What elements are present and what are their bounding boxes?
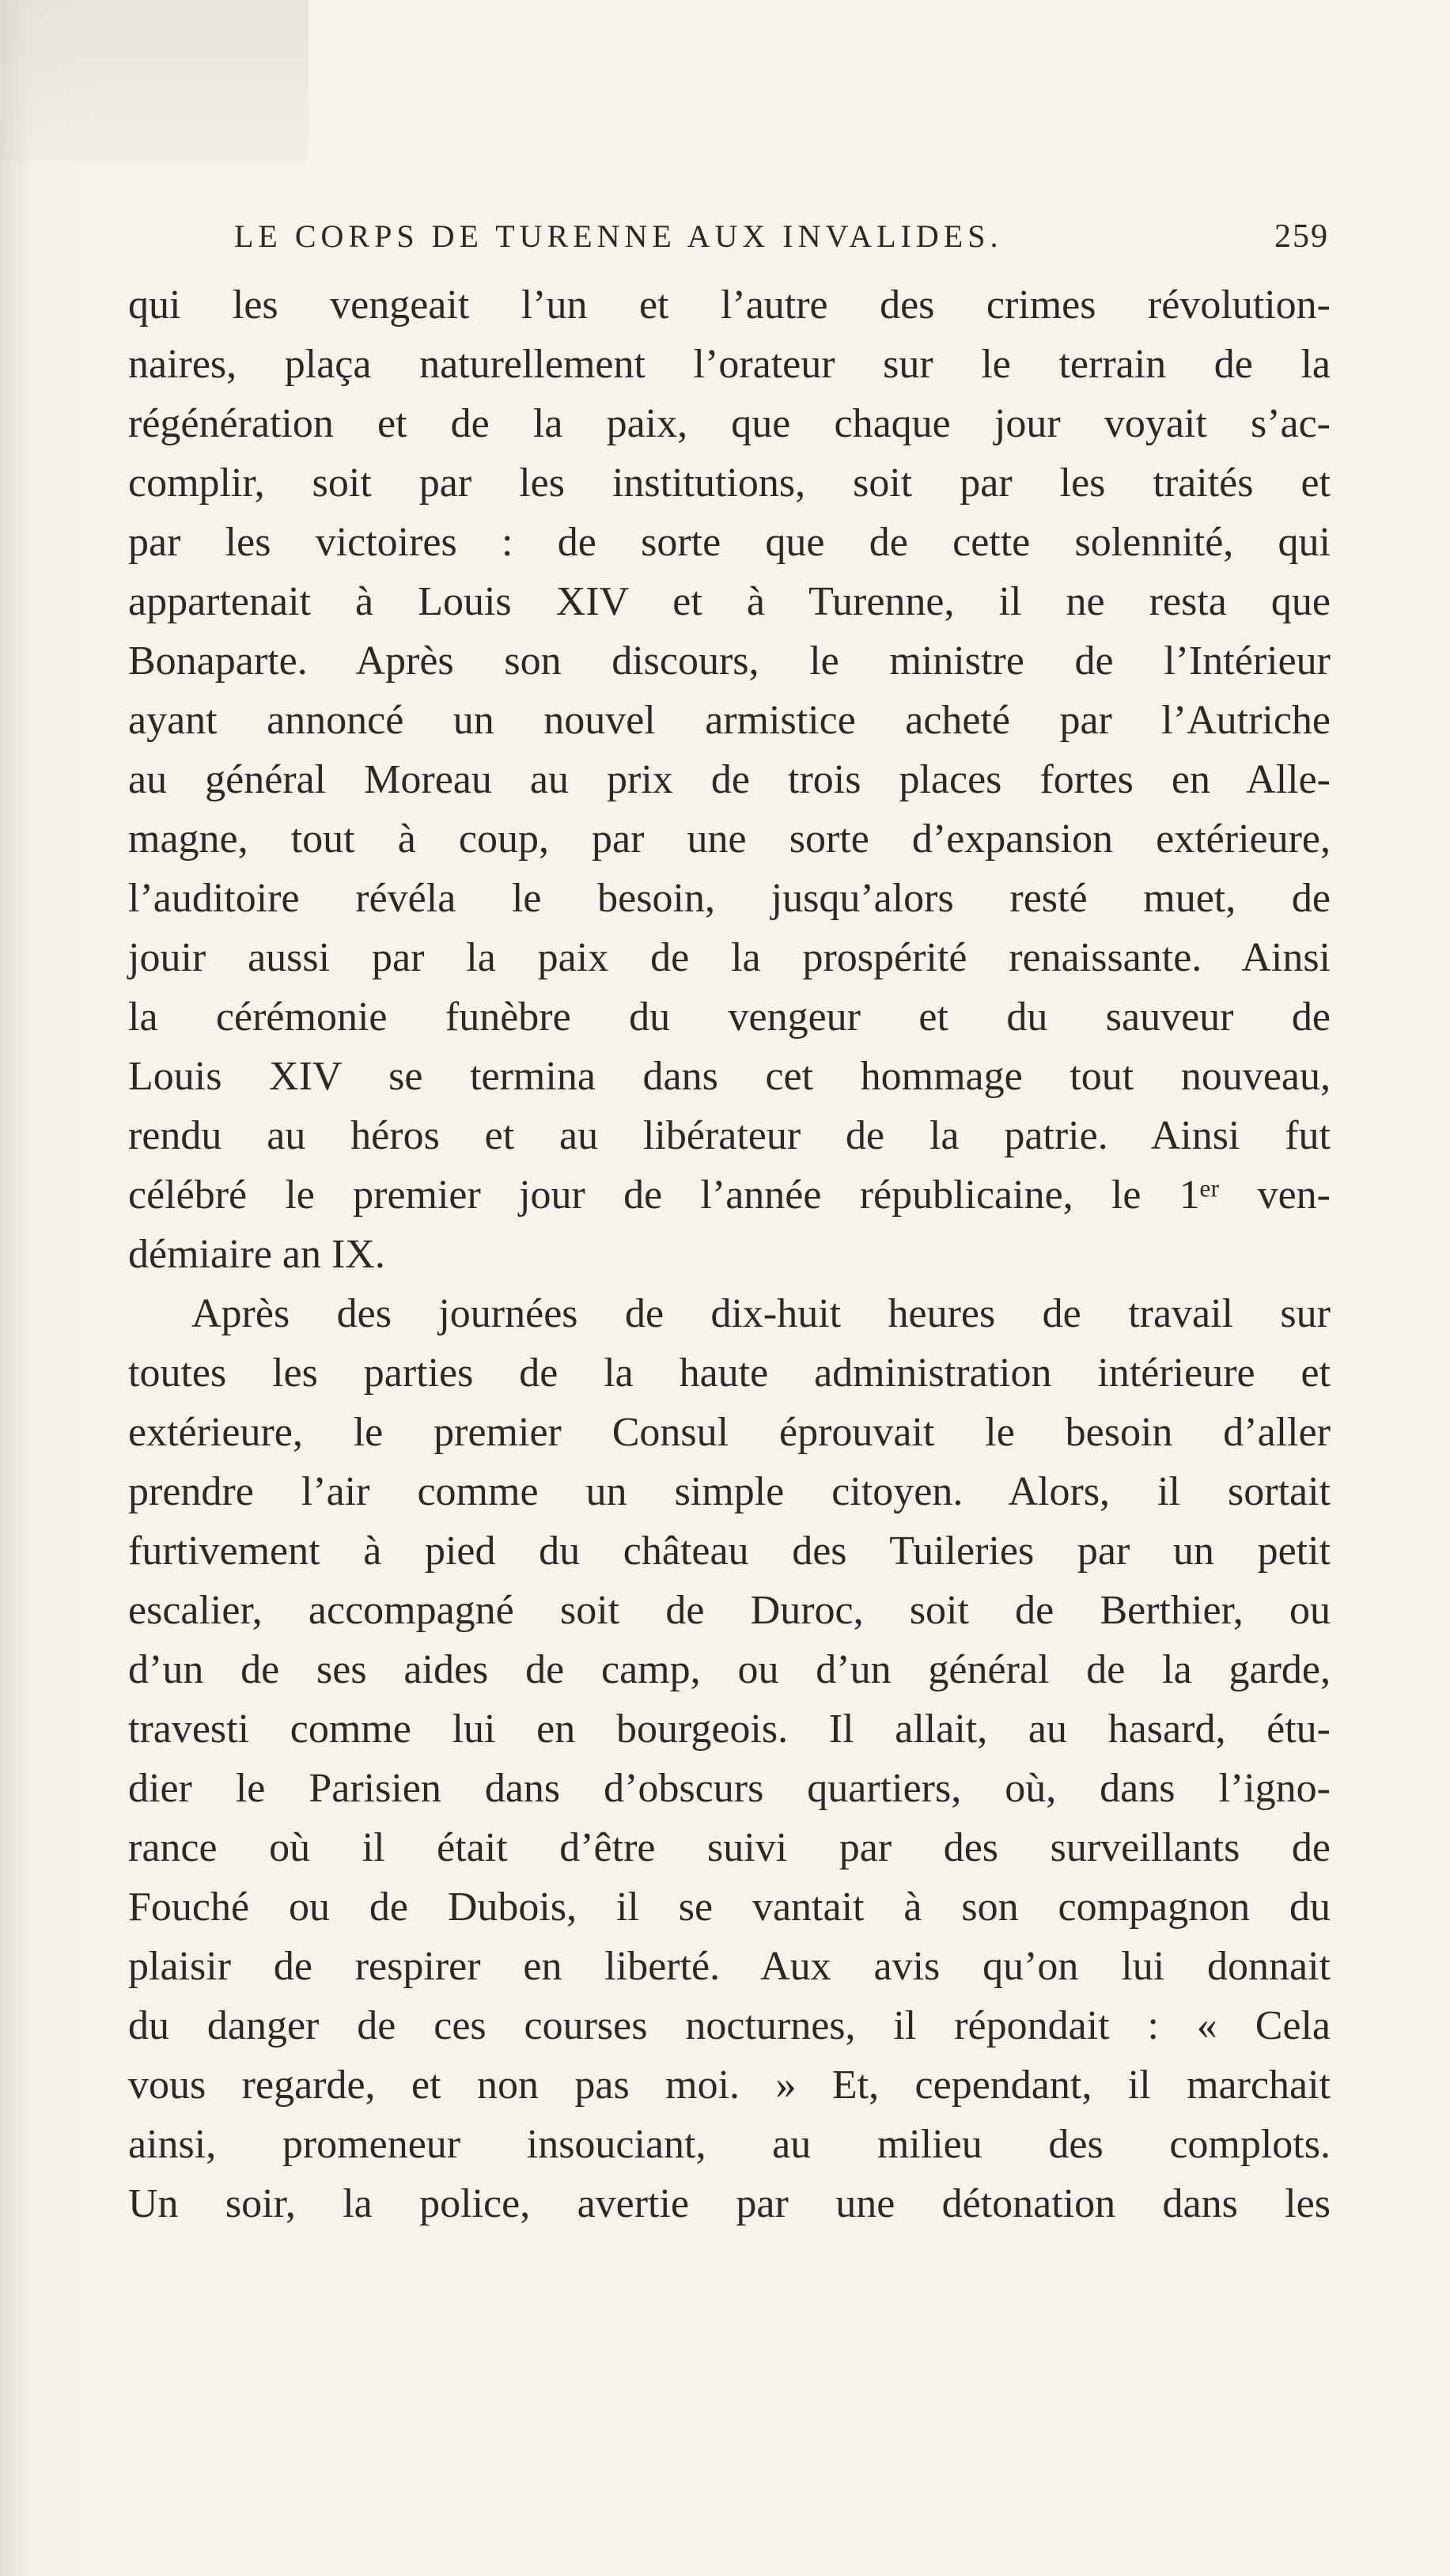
body-text	[128, 275, 1331, 2233]
text-line: démiaire an IX.	[128, 1232, 385, 1277]
text-line: appartenait à Louis XIV et à Turenne, il ne resta que	[128, 579, 1331, 624]
text-line: Louis XIV se termina dans cet hommage tout nouveau,	[128, 1054, 1331, 1099]
text-line: Bonaparte. Après son discours, le ministre de l’Intérieur	[128, 638, 1331, 684]
text-line: rendu au héros et au libérateur de la patrie. Ainsi fut	[128, 1113, 1331, 1158]
text-line: Un soir, la police, avertie par une détonation dans les	[128, 2181, 1331, 2226]
paragraph-1	[128, 275, 1331, 1284]
text-line: Après des journées de dix-huit heures de travail sur	[191, 1291, 1331, 1336]
text-line: d’un de ses aides de camp, ou d’un général de la garde,	[128, 1647, 1331, 1692]
text-line: toutes les parties de la haute administration intérieure et	[128, 1351, 1331, 1396]
text-line: travesti comme lui en bourgeois. Il allait, au hasard, étu-	[128, 1707, 1331, 1752]
text-line: qui les vengeait l’un et l’autre des crimes révolution-	[128, 282, 1331, 328]
paragraph-2	[128, 1284, 1331, 2233]
text-line: escalier, accompagné soit de Duroc, soit de Berthier, ou	[128, 1588, 1331, 1633]
text-line: vous regarde, et non pas moi. » Et, cependant, il marchait	[128, 2063, 1331, 2108]
text-line: l’auditoire révéla le besoin, jusqu’alors resté muet, de	[128, 876, 1331, 921]
text-line: complir, soit par les institutions, soit par les traités et	[128, 460, 1331, 506]
text-line: ayant annoncé un nouvel armistice acheté par l’Autriche	[128, 698, 1331, 743]
text-line: dier le Parisien dans d’obscurs quartiers, où, dans l’igno-	[128, 1766, 1331, 1811]
text-line: naires, plaça naturellement l’orateur sur le terrain de la	[128, 342, 1331, 387]
text-line: jouir aussi par la paix de la prospérité renaissante. Ainsi	[128, 935, 1331, 980]
text-line: prendre l’air comme un simple citoyen. Alors, il sortait	[128, 1469, 1331, 1514]
text-line: furtivement à pied du château des Tuileries par un petit	[128, 1529, 1331, 1574]
running-title: LE CORPS DE TURENNE AUX INVALIDES.	[234, 218, 1003, 254]
scan-shadow	[0, 0, 309, 162]
text-line: au général Moreau au prix de trois places fortes en Alle-	[128, 757, 1331, 802]
text-line: célébré le premier jour de l’année républicaine, le 1ᵉʳ ven-	[128, 1172, 1331, 1218]
text-line: rance où il était d’être suivi par des surveillants de	[128, 1825, 1331, 1870]
text-line: par les victoires : de sorte que de cette solennité, qui	[128, 520, 1331, 565]
text-line: la cérémonie funèbre du vengeur et du sauveur de	[128, 994, 1331, 1040]
text-line: plaisir de respirer en liberté. Aux avis qu’on lui donnait	[128, 1944, 1331, 1989]
text-line: extérieure, le premier Consul éprouvait le besoin d’aller	[128, 1410, 1331, 1455]
text-line: régénération et de la paix, que chaque jour voyait s’ac-	[128, 401, 1331, 446]
text-line: ainsi, promeneur insouciant, au milieu des complots.	[128, 2122, 1331, 2167]
page-header	[234, 218, 1329, 265]
text-line: du danger de ces courses nocturnes, il répondait : « Cela	[128, 2003, 1331, 2048]
text-line: Fouché ou de Dubois, il se vantait à son compagnon du	[128, 1885, 1331, 1930]
text-line: magne, tout à coup, par une sorte d’expansion extérieure,	[128, 816, 1331, 862]
page-number: 259	[1274, 218, 1329, 255]
